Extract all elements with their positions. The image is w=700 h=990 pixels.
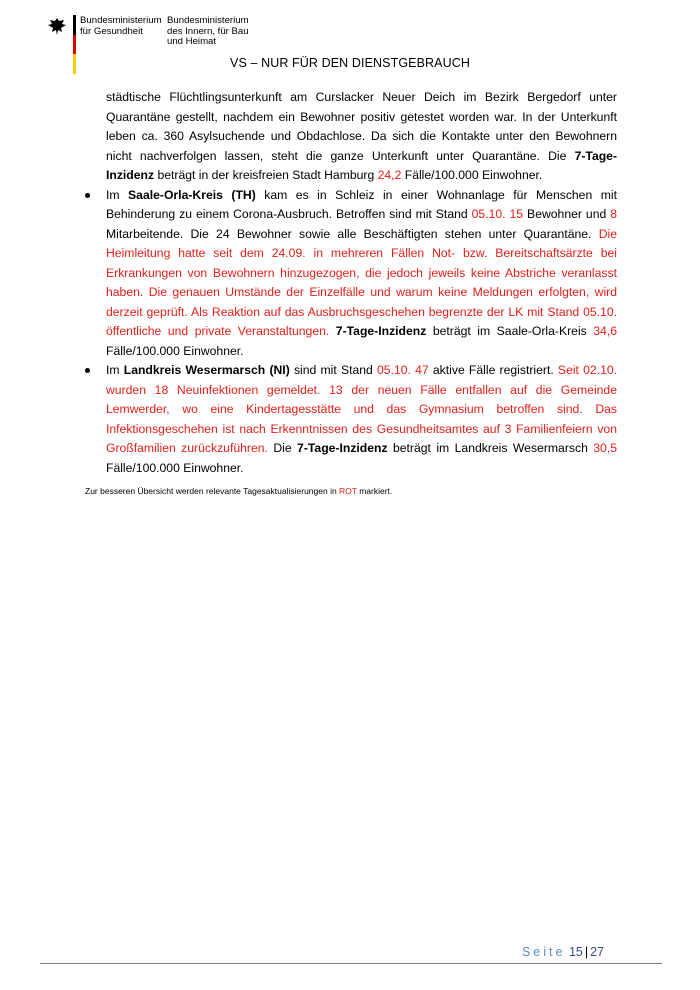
body-text: aktive Fälle registriert.: [428, 363, 554, 377]
ministry-line: für Gesundheit: [80, 25, 143, 37]
flag-stripe-red: [73, 35, 76, 55]
ministry-interior: [167, 16, 249, 48]
body-text: Die: [267, 441, 298, 455]
incidence-value: 30,5: [593, 441, 618, 455]
bullet-list: [106, 186, 617, 479]
updated-value: 05.10. 15: [471, 207, 524, 221]
color-legend-note: [85, 486, 392, 496]
body-text: Fälle/100.000 Einwohner.: [401, 168, 543, 182]
region-name: Landkreis Wesermarsch (NI): [123, 363, 290, 377]
ministry-line: Bundesministerium: [167, 15, 249, 26]
page-number: [522, 945, 604, 959]
region-name: Saale-Orla-Kreis (TH): [128, 187, 256, 202]
list-item: [106, 186, 617, 362]
flag-stripe-black: [73, 15, 76, 35]
body-text: Im: [106, 363, 124, 377]
note-highlight: ROT: [339, 486, 357, 496]
note-text: markiert.: [356, 486, 393, 496]
federal-eagle-icon: [47, 17, 67, 37]
page-word: Seite: [521, 945, 566, 959]
document-body: [106, 88, 617, 478]
body-text: beträgt in der kreisfreien Stadt Hamburg: [154, 168, 378, 182]
incidence-label: 7-Tage-Inzidenz: [335, 324, 427, 338]
daily-update-text: Seit 02.10. wurden 18 Neuinfektionen gemeldet. 13 der neuen Fälle entfallen auf die Gemeinde Lemwerder, wo eine Kindertagesstätte und das Gymnasium betroffen sind. Das Infektionsgeschehen ist nach Erkenntnissen des Gesundheitsamtes auf 3 Familienfeiern von Großfamilien zurückzuführen.: [106, 363, 618, 455]
footer-divider: [40, 963, 662, 964]
ministry-health: [80, 16, 162, 37]
body-text: kam es in Schleiz in einer Wohnanlage für Menschen mit Behinderung zu einem Corona-Ausbruch. Betroffen sind mit Stand: [106, 187, 617, 221]
body-text: beträgt im Landkreis Wesermarsch: [387, 441, 594, 455]
body-text: beträgt im Saale-Orla-Kreis: [426, 324, 594, 338]
total-pages: 27: [590, 945, 604, 959]
incidence-label: 7-Tage-Inzidenz: [106, 148, 617, 182]
ministry-line: Bundesministerium: [80, 15, 162, 26]
list-item: [106, 361, 617, 478]
body-text: städtische Flüchtlingsunterkunft am Curslacker Neuer Deich im Bezirk Bergedorf unter Quarantäne gestellt, nachdem ein Bewohner positiv getestet worden war. In der Unterkunft leben ca. 360 Asylsuchende und Obdachlose. Da sich die Kontakte unter den Bewohnern nicht nachverfolgen lassen, steht die ganze Unterkunft unter Quarantäne. Die: [106, 90, 617, 163]
continuation-paragraph: [106, 88, 617, 186]
daily-update-text: Die Heimleitung hatte seit dem 24.09. in mehreren Fällen Not- bzw. Bereitschaftsärzte bei Erkrankungen von Bewohnern hinzugezogen, die jedoch jeweils keine Abstriche veranlasst haben. Die genauen Umstände der Einzelfälle und warum keine Meldungen erfolgten, wird derzeit geprüft. Als Reaktion auf das Ausbruchsgeschehen begrenzte der LK mit Stand 05.10. öffentliche und private Veranstaltungen.: [106, 226, 617, 338]
body-text: Im: [106, 187, 129, 202]
updated-value: 8: [610, 207, 618, 221]
body-text: Fälle/100.000 Einwohner.: [106, 460, 244, 475]
note-text: Zur besseren Übersicht werden relevante Tagesaktualisierungen in: [85, 486, 340, 496]
classification-label: VS – NUR FÜR DEN DIENSTGEBRAUCH: [230, 56, 470, 70]
current-page: 15: [568, 945, 583, 959]
ministry-line: des Innern, für Bau: [167, 25, 249, 37]
body-text: Bewohner und: [523, 207, 611, 221]
ministry-line: und Heimat: [167, 36, 217, 47]
body-text: sind mit Stand: [289, 363, 378, 377]
incidence-value: 24,2: [377, 168, 402, 182]
body-text: Mitarbeitende. Die 24 Bewohner sowie alle Beschäftigten stehen unter Quarantäne.: [106, 226, 592, 241]
incidence-value: 34,6: [593, 324, 617, 338]
page-separator: |: [584, 945, 589, 959]
updated-value: 05.10. 47: [377, 363, 429, 377]
incidence-label: 7-Tage-Inzidenz: [297, 441, 388, 455]
body-text: Fälle/100.000 Einwohner.: [106, 343, 244, 358]
